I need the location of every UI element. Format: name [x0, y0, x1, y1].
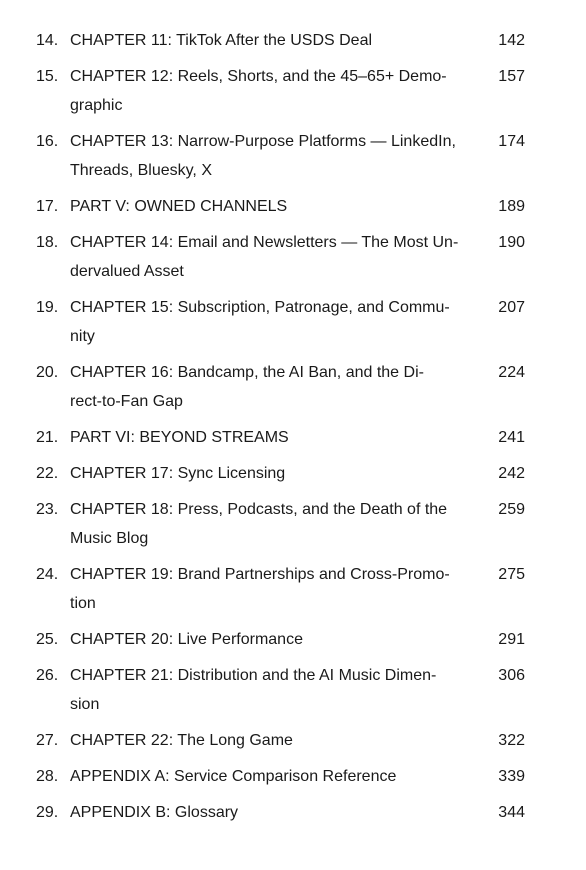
- toc-entry-title: CHAPTER 17: Sync Licensing: [70, 465, 286, 482]
- toc-entry[interactable]: [0, 127, 586, 192]
- toc-entry-page: 344: [498, 804, 525, 821]
- toc-entry[interactable]: [0, 726, 586, 762]
- table-of-contents: [0, 26, 586, 834]
- toc-entry[interactable]: [0, 62, 586, 127]
- toc-entry[interactable]: [0, 26, 586, 62]
- toc-entry-title: APPENDIX B: Glossary: [70, 804, 239, 821]
- toc-entry[interactable]: [0, 625, 586, 661]
- toc-entry[interactable]: [0, 228, 586, 293]
- toc-entry-number: 25.: [36, 631, 59, 648]
- toc-entry-title: PART VI: BEYOND STREAMS: [70, 429, 289, 446]
- toc-entry-number: 21.: [36, 429, 59, 446]
- toc-entry-page: 306: [498, 667, 525, 684]
- toc-entry[interactable]: [0, 661, 586, 726]
- toc-entry-number: 15.: [36, 68, 59, 85]
- toc-entry-title: CHAPTER 22: The Long Game: [70, 732, 293, 749]
- toc-entry-title: CHAPTER 13: Narrow-Purpose Platforms — LinkedIn, Threads, Bluesky, X: [70, 133, 456, 179]
- toc-entry-number: 18.: [36, 234, 59, 251]
- toc-entry-page: 157: [498, 68, 525, 85]
- toc-entry-title: CHAPTER 19: Brand Partnerships and Cross-Promo- tion: [70, 566, 450, 612]
- toc-entry-page: 322: [498, 732, 525, 749]
- toc-entry-number: 23.: [36, 501, 59, 518]
- toc-entry-title: CHAPTER 16: Bandcamp, the AI Ban, and the Di- rect-to-Fan Gap: [70, 364, 424, 410]
- toc-entry[interactable]: [0, 762, 586, 798]
- toc-entry-number: 27.: [36, 732, 59, 749]
- toc-entry-title: CHAPTER 12: Reels, Shorts, and the 45–65+ Demo- graphic: [70, 68, 447, 114]
- toc-entry-title: CHAPTER 18: Press, Podcasts, and the Death of the Music Blog: [70, 501, 448, 547]
- toc-entry[interactable]: [0, 560, 586, 625]
- toc-entry[interactable]: [0, 459, 586, 495]
- toc-entry[interactable]: [0, 798, 586, 834]
- toc-entry-number: 16.: [36, 133, 59, 150]
- toc-entry-page: 207: [498, 299, 525, 316]
- toc-entry-page: 174: [498, 133, 525, 150]
- toc-entry-number: 14.: [36, 32, 59, 49]
- toc-entry-page: 142: [498, 32, 525, 49]
- toc-entry-number: 26.: [36, 667, 59, 684]
- toc-entry-title: CHAPTER 14: Email and Newsletters — The Most Un- dervalued Asset: [70, 234, 459, 280]
- toc-entry-page: 241: [498, 429, 525, 446]
- toc-entry[interactable]: [0, 495, 586, 560]
- toc-entry-page: 242: [498, 465, 525, 482]
- toc-entry-page: 339: [498, 768, 525, 785]
- toc-entry-title: CHAPTER 21: Distribution and the AI Music Dimen- sion: [70, 667, 437, 713]
- toc-entry-title: CHAPTER 20: Live Performance: [70, 631, 303, 648]
- toc-entry-page: 190: [498, 234, 525, 251]
- toc-entry-number: 19.: [36, 299, 59, 316]
- toc-entry-title: CHAPTER 15: Subscription, Patronage, and Commu- nity: [70, 299, 450, 345]
- toc-entry-page: 259: [498, 501, 525, 518]
- toc-entry-number: 20.: [36, 364, 59, 381]
- toc-entry-number: 28.: [36, 768, 59, 785]
- toc-entry-title: APPENDIX A: Service Comparison Reference: [70, 768, 397, 785]
- toc-entry-number: 22.: [36, 465, 59, 482]
- toc-entry-page: 224: [498, 364, 525, 381]
- toc-entry-page: 189: [498, 198, 525, 215]
- toc-entry-page: 275: [498, 566, 525, 583]
- toc-entry[interactable]: [0, 358, 586, 423]
- toc-entry[interactable]: [0, 293, 586, 358]
- toc-entry[interactable]: [0, 423, 586, 459]
- toc-entry-number: 24.: [36, 566, 59, 583]
- toc-entry-number: 29.: [36, 804, 59, 821]
- toc-entry-number: 17.: [36, 198, 59, 215]
- toc-entry-title: PART V: OWNED CHANNELS: [70, 198, 288, 215]
- toc-entry-page: 291: [498, 631, 525, 648]
- toc-entry[interactable]: [0, 192, 586, 228]
- toc-entry-title: CHAPTER 11: TikTok After the USDS Deal: [70, 32, 373, 49]
